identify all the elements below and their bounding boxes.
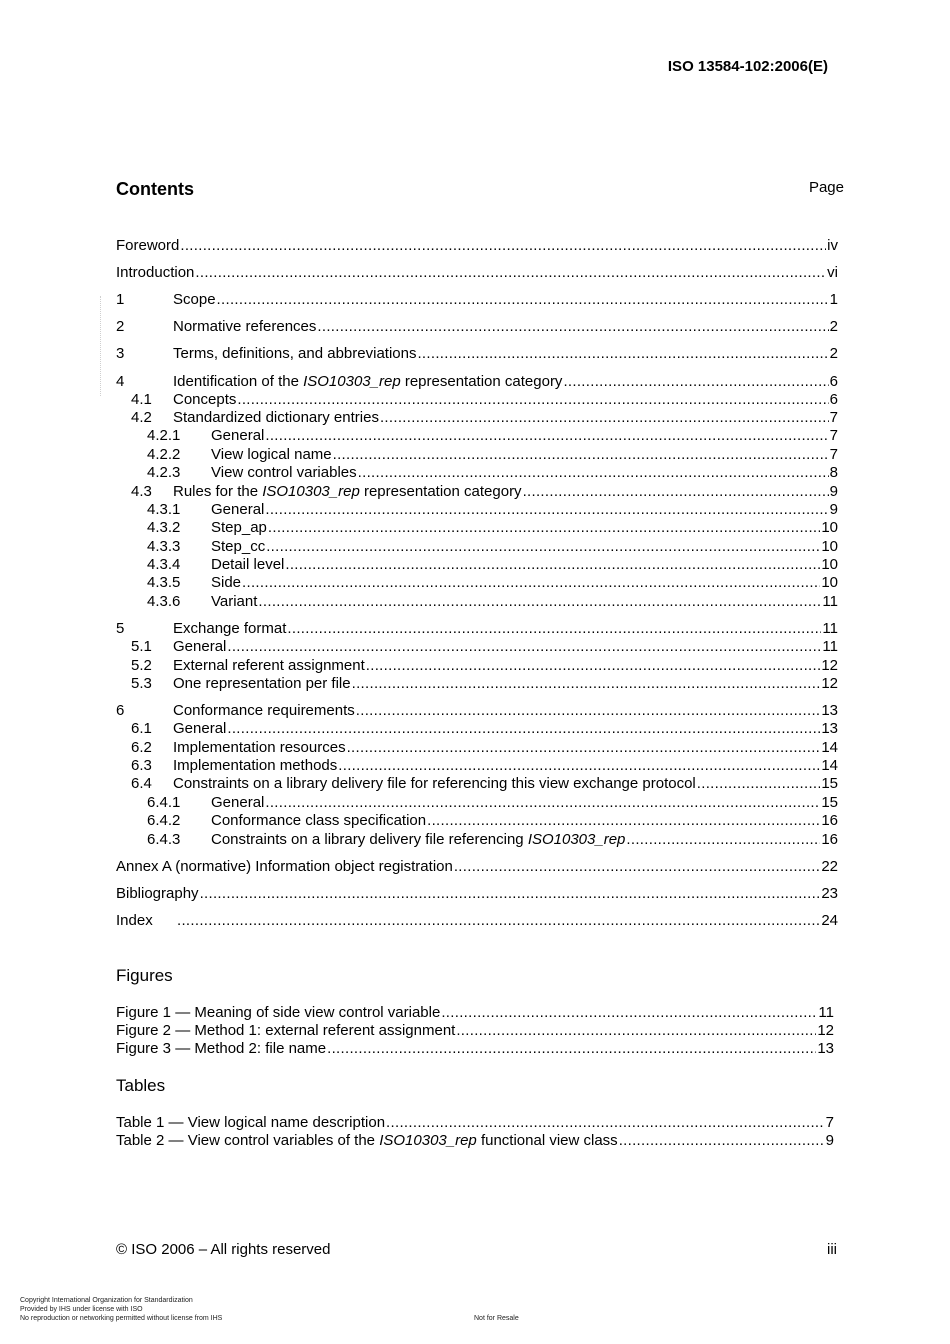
toc-entry-title: Constraints on a library delivery file for referencing this view exchange protocol xyxy=(173,775,696,792)
toc-entry xyxy=(0,464,950,482)
toc-entry-page: 22 xyxy=(821,858,838,875)
toc-entry xyxy=(0,638,950,656)
toc-entry xyxy=(0,720,950,738)
toc-entry-title: General xyxy=(173,638,227,655)
toc-entry xyxy=(0,483,950,501)
toc-entry xyxy=(0,427,950,445)
figures-heading: Figures xyxy=(116,966,173,985)
dot-leader xyxy=(265,794,820,812)
license-line-3: No reproduction or networking permitted without license from IHS xyxy=(20,1315,223,1322)
dot-leader xyxy=(200,885,821,903)
toc-entry xyxy=(0,593,950,611)
dot-leader xyxy=(697,775,821,793)
toc-entry-title: Detail level xyxy=(211,556,285,573)
toc-entry-title: Table 1 — View logical name description xyxy=(116,1114,386,1131)
toc-entry-number: 4.2.2 xyxy=(147,446,181,463)
page-number: iii xyxy=(827,1241,837,1258)
toc-entry-number: 5.1 xyxy=(131,638,152,655)
toc-entry-title: Figure 3 — Method 2: file name xyxy=(116,1040,327,1057)
dot-leader xyxy=(195,264,826,282)
toc-entry-number: 4.3.4 xyxy=(147,556,181,573)
toc-entry-page: iv xyxy=(827,237,838,254)
toc-entry xyxy=(0,739,950,757)
toc-entry-number: 4.3 xyxy=(131,483,152,500)
dot-leader xyxy=(237,391,828,409)
toc-entry-page: 9 xyxy=(825,1132,834,1149)
toc-entry xyxy=(0,912,950,930)
toc-entry-title: Introduction xyxy=(116,264,195,281)
not-for-resale: Not for Resale xyxy=(474,1315,519,1322)
toc-entry-title: Standardized dictionary entries xyxy=(173,409,379,426)
toc-entry-title: Variant xyxy=(211,593,258,610)
toc-entry xyxy=(0,391,950,409)
toc-entry xyxy=(0,812,950,830)
toc-entry-page: 1 xyxy=(829,291,838,308)
toc-entry-page: 10 xyxy=(821,519,838,536)
dot-leader xyxy=(427,812,820,830)
toc-entry-page: 9 xyxy=(829,501,838,518)
toc-entry-page: 7 xyxy=(829,446,838,463)
toc-entry-title: Table 2 — View control variables of the ISO10303_rep functional view class xyxy=(116,1132,618,1149)
toc-entry-number: 6 xyxy=(116,702,125,719)
toc-entry-title: Exchange format xyxy=(173,620,287,637)
toc-entry xyxy=(0,1132,950,1150)
toc-entry xyxy=(0,409,950,427)
toc-entry-page: 11 xyxy=(818,1004,834,1021)
toc-entry-page: 12 xyxy=(821,657,838,674)
toc-entry-title: General xyxy=(211,427,265,444)
toc-entry-title: Constraints on a library delivery file referencing ISO10303_rep xyxy=(211,831,626,848)
toc-entry-title: General xyxy=(173,720,227,737)
toc-entry xyxy=(0,757,950,775)
dot-leader xyxy=(217,291,829,309)
toc-entry-title: Implementation methods xyxy=(173,757,338,774)
toc-entry-page: 2 xyxy=(829,345,838,362)
dot-leader xyxy=(417,345,828,363)
toc-entry-page: 15 xyxy=(821,794,838,811)
toc-entry-title: External referent assignment xyxy=(173,657,365,674)
dot-leader xyxy=(180,237,826,255)
dot-leader xyxy=(358,464,829,482)
license-line-1: Copyright International Organization for Standardization xyxy=(20,1297,193,1304)
toc-entry xyxy=(0,519,950,537)
toc-entry-title: Foreword xyxy=(116,237,180,254)
toc-entry-page: 14 xyxy=(821,757,838,774)
toc-entry-number: 6.4 xyxy=(131,775,152,792)
toc-entry xyxy=(0,620,950,638)
dot-leader xyxy=(287,620,821,638)
toc-entry-title: Rules for the ISO10303_rep representation category xyxy=(173,483,522,500)
toc-entry-title: General xyxy=(211,794,265,811)
dot-leader xyxy=(352,675,821,693)
dot-leader xyxy=(356,702,821,720)
toc-entry-number: 6.1 xyxy=(131,720,152,737)
toc-entry-page: 7 xyxy=(825,1114,834,1131)
toc-entry-page: 7 xyxy=(829,409,838,426)
toc-entry xyxy=(0,1040,950,1058)
toc-entry-title: Normative references xyxy=(173,318,317,335)
toc-entry-title: Bibliography xyxy=(116,885,199,902)
toc-entry xyxy=(0,446,950,464)
toc-entry-title: View control variables xyxy=(211,464,357,481)
license-line-2: Provided by IHS under license with ISO xyxy=(20,1306,143,1313)
dot-leader xyxy=(366,657,821,675)
toc-entry-title: Identification of the ISO10303_rep representation category xyxy=(173,373,563,390)
toc-entry-page: 12 xyxy=(821,675,838,692)
toc-entry-page: 13 xyxy=(817,1040,834,1057)
toc-entry-number: 3 xyxy=(116,345,125,362)
tables-heading: Tables xyxy=(116,1076,166,1095)
toc-entry-title: Index xyxy=(116,912,153,929)
toc-entry-page: 6 xyxy=(829,373,838,390)
dot-leader xyxy=(265,427,828,445)
toc-entry-number: 1 xyxy=(116,291,125,308)
toc-entry-page: 14 xyxy=(821,739,838,756)
toc-entry-title: General xyxy=(211,501,265,518)
toc-entry xyxy=(0,345,950,363)
toc-entry-number: 4.3.3 xyxy=(147,538,181,555)
toc-entry xyxy=(0,775,950,793)
toc-entry-number: 6.4.1 xyxy=(147,794,181,811)
toc-entry-number: 5 xyxy=(116,620,125,637)
toc-entry-page: 11 xyxy=(822,620,838,637)
toc-entry-title: Figure 1 — Meaning of side view control variable xyxy=(116,1004,441,1021)
dot-leader xyxy=(265,501,828,519)
dot-leader xyxy=(347,739,821,757)
dot-leader xyxy=(227,720,820,738)
toc-entry-page: 12 xyxy=(817,1022,834,1039)
dot-leader xyxy=(380,409,829,427)
toc-entry-page: 11 xyxy=(822,593,838,610)
page-column-label: Page xyxy=(808,179,844,196)
toc-entry-number: 4.3.2 xyxy=(147,519,181,536)
dot-leader xyxy=(456,1022,816,1040)
dot-leader xyxy=(258,593,821,611)
dot-leader xyxy=(619,1132,825,1150)
toc-entry-number: 6.4.2 xyxy=(147,812,181,829)
toc-entry-number: 6.4.3 xyxy=(147,831,181,848)
toc-entry-number: 4.2 xyxy=(131,409,152,426)
dot-leader xyxy=(626,831,820,849)
toc-entry xyxy=(0,1022,950,1040)
toc-entry-title: Step_ap xyxy=(211,519,267,536)
toc-entry-number: 4.3.5 xyxy=(147,574,181,591)
dot-leader xyxy=(266,538,820,556)
toc-entry-page: 13 xyxy=(821,720,838,737)
toc-entry-title: Step_cc xyxy=(211,538,266,555)
toc-entry xyxy=(0,264,950,282)
toc-entry-number: 4.2.1 xyxy=(147,427,181,444)
dot-leader xyxy=(338,757,820,775)
toc-entry-title: Terms, definitions, and abbreviations xyxy=(173,345,417,362)
toc-entry xyxy=(0,885,950,903)
toc-entry xyxy=(0,574,950,592)
toc-entry-title: One representation per file xyxy=(173,675,351,692)
toc-entry-title: View logical name xyxy=(211,446,332,463)
toc-entry-number: 2 xyxy=(116,318,125,335)
dot-leader xyxy=(268,519,820,537)
dot-leader xyxy=(285,556,820,574)
toc-entry-page: vi xyxy=(827,264,838,281)
toc-entry-page: 11 xyxy=(822,638,838,655)
toc-entry-title: Conformance class specification xyxy=(211,812,427,829)
toc-entry xyxy=(0,291,950,309)
toc-entry-number: 4.2.3 xyxy=(147,464,181,481)
dot-leader xyxy=(242,574,820,592)
toc-entry xyxy=(0,538,950,556)
toc-entry-page: 15 xyxy=(821,775,838,792)
toc-entry xyxy=(0,675,950,693)
toc-entry-title: Scope xyxy=(173,291,216,308)
toc-entry-number: 4 xyxy=(116,373,125,390)
copyright-notice: © ISO 2006 – All rights reserved xyxy=(116,1241,331,1258)
dot-leader xyxy=(454,858,820,876)
toc-entry-number: 5.3 xyxy=(131,675,152,692)
toc-entry-title: Annex A (normative) Information object registration xyxy=(116,858,453,875)
dot-leader xyxy=(227,638,821,656)
toc-entry xyxy=(0,373,950,391)
toc-entry xyxy=(0,1114,950,1132)
toc-entry xyxy=(0,657,950,675)
dot-leader xyxy=(563,373,828,391)
toc-entry-number: 4.3.6 xyxy=(147,593,181,610)
toc-entry-page: 23 xyxy=(821,885,838,902)
toc-entry-page: 6 xyxy=(829,391,838,408)
toc-entry xyxy=(0,794,950,812)
toc-entry-title: Conformance requirements xyxy=(173,702,355,719)
contents-title: Contents xyxy=(116,179,194,199)
toc-entry xyxy=(0,831,950,849)
toc-entry-page: 24 xyxy=(821,912,838,929)
toc-entry-page: 10 xyxy=(821,556,838,573)
dot-leader xyxy=(177,912,820,930)
document-id: ISO 13584-102:2006(E) xyxy=(667,58,828,75)
toc-entry-page: 9 xyxy=(829,483,838,500)
toc-entry-page: 8 xyxy=(829,464,838,481)
toc-entry-number: 4.1 xyxy=(131,391,152,408)
dot-leader xyxy=(333,446,829,464)
toc-entry xyxy=(0,1004,950,1022)
toc-entry-number: 6.3 xyxy=(131,757,152,774)
toc-entry-page: 10 xyxy=(821,574,838,591)
toc-entry-page: 10 xyxy=(821,538,838,555)
toc-entry-page: 16 xyxy=(821,831,838,848)
toc-entry-number: 4.3.1 xyxy=(147,501,181,518)
toc-entry-page: 16 xyxy=(821,812,838,829)
dot-leader xyxy=(386,1114,825,1132)
toc-entry-number: 6.2 xyxy=(131,739,152,756)
toc-entry-page: 7 xyxy=(829,427,838,444)
toc-entry-number: 5.2 xyxy=(131,657,152,674)
dot-leader xyxy=(441,1004,817,1022)
toc-entry xyxy=(0,237,950,255)
toc-entry xyxy=(0,318,950,336)
dot-leader xyxy=(327,1040,816,1058)
toc-entry xyxy=(0,702,950,720)
dot-leader xyxy=(523,483,829,501)
toc-entry-page: 2 xyxy=(829,318,838,335)
toc-entry xyxy=(0,556,950,574)
dot-leader xyxy=(317,318,828,336)
toc-entry xyxy=(0,858,950,876)
toc-entry xyxy=(0,501,950,519)
toc-entry-title: Side xyxy=(211,574,242,591)
toc-entry-title: Implementation resources xyxy=(173,739,346,756)
toc-entry-page: 13 xyxy=(821,702,838,719)
toc-entry-title: Concepts xyxy=(173,391,237,408)
toc-entry-title: Figure 2 — Method 1: external referent assignment xyxy=(116,1022,456,1039)
